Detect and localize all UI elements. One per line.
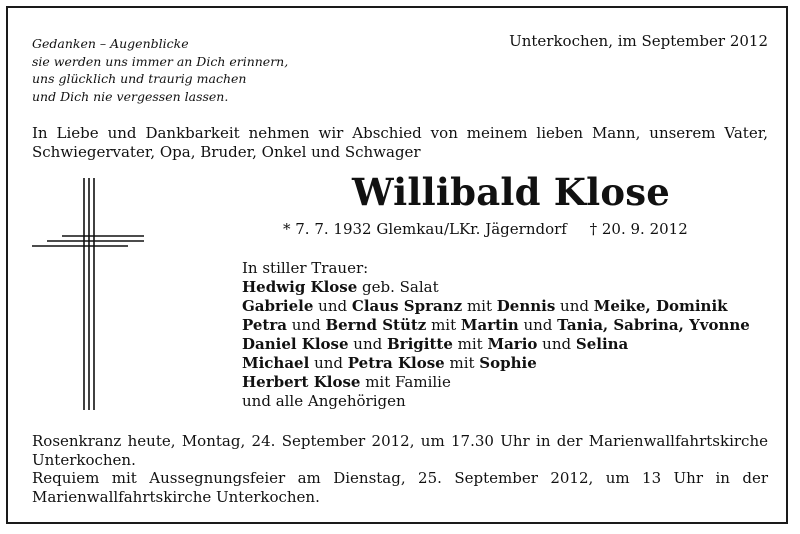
poem-line: Gedanken – Augenblicke [32,36,189,51]
mourner-line [242,354,750,373]
memorial-poem [32,35,288,105]
mourner-connector: und [348,335,387,353]
requiem-info: Requiem mit Aussegnungsfeier am Dienstag, 25. September 2012, um 13 Uhr in der Marienwallfahrtskirche Unterkochen. [32,469,768,506]
cross-icon [32,178,147,410]
rosary-info: Rosenkranz heute, Montag, 24. September 2012, um 17.30 Uhr in der Marienwallfahrtskirche Unterkochen. [32,432,768,469]
mourner-name: Gabriele [242,297,314,315]
mourner-name: Dennis [496,297,556,315]
mourner-connector: und alle Angehörigen [242,392,406,410]
mourners-list [242,259,750,411]
mourner-connector: mit Familie [360,373,451,391]
mourner-name: Brigitte [387,335,453,353]
service-info [32,432,768,506]
mourner-name: Daniel Klose [242,335,349,353]
mourner-connector: mit [444,354,480,372]
mourner-line [242,297,750,316]
poem-line: sie werden uns immer an Dich erinnern, [32,53,289,69]
mourner-connector: und [555,297,594,315]
mourner-connector: und [286,316,326,334]
mourner-line [242,373,750,392]
mourner-name: Bernd Stütz [325,316,427,334]
mourner-line [242,335,750,354]
mourner-name: Petra [242,316,287,334]
mourner-name: Hedwig Klose [242,278,358,296]
mourner-line [242,392,750,411]
place-date: Unterkochen, im September 2012 [509,32,768,50]
mourner-name: Petra Klose [347,354,445,372]
poem-line: uns glücklich und traurig machen [32,71,247,86]
mourner-name: Sophie [479,354,537,372]
mourner-name: Tania, Sabrina, Yvonne [557,316,750,334]
mourner-connector: mit [462,297,497,315]
mourner-connector: und [313,297,352,315]
intro-text: In Liebe und Dankbarkeit nehmen wir Abschied von meinem lieben Mann, unserem Vater, Schwiegervater, Opa, Bruder, Onkel und Schwager [32,124,768,161]
poem-line: und Dich nie vergessen lassen. [32,88,229,104]
mourner-connector: und [518,316,558,334]
mourner-name: Meike, Dominik [593,297,728,315]
mourner-line [242,316,750,335]
death-date: † 20. 9. 2012 [589,220,688,238]
mourner-connector: mit [452,335,488,353]
mourner-name: Herbert Klose [242,373,361,391]
mourner-connector: geb. Salat [357,278,439,296]
life-dates [283,220,688,238]
mourner-line [242,278,750,297]
mourner-name: Selina [575,335,629,353]
mourner-connector: mit [426,316,461,334]
birth-date: * 7. 7. 1932 Glemkau/LKr. Jägerndorf [283,220,567,238]
mourner-name: Martin [460,316,519,334]
mourner-connector: und [537,335,576,353]
mourner-name: Claus Spranz [351,297,463,315]
mourners-heading: In stiller Trauer: [242,259,369,277]
mourner-name: Michael [242,354,310,372]
mourner-name: Mario [487,335,538,353]
deceased-name: Willibald Klose [352,170,671,214]
mourner-connector: und [309,354,348,372]
